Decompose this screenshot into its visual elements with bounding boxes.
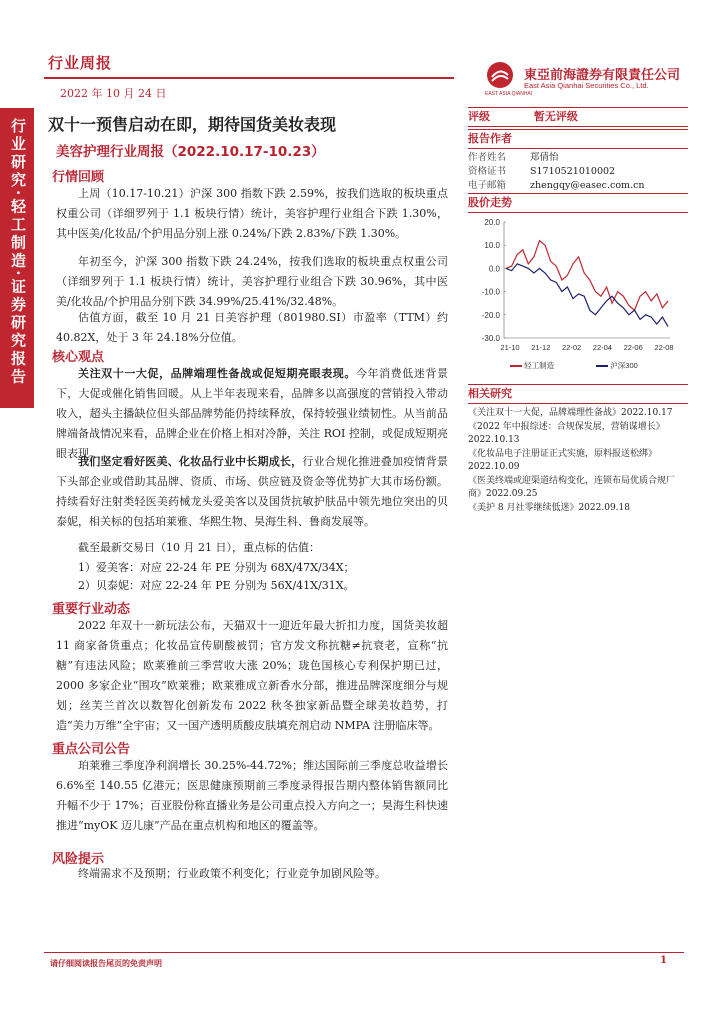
author-email-row [468,179,688,193]
company-name-en: East Asia Qianhai Securities Co., Ltd. [524,81,649,90]
paragraph-aimeike: 1）爱美客：对应 22-24 年 PE 分别为 68X/47X/34X； [78,561,355,574]
author-box [468,129,688,193]
series-line-hs300 [506,264,668,327]
chart-header: 股价走势 [468,193,688,213]
author-info [468,151,688,193]
author-name-key: 作者姓名 [468,152,507,163]
paragraph-double11-body: 今年消费低迷背景下，大促或催化销售回暖。从上半年表现来看，品牌多以高强度的营销投入带动收入，超头主播缺位但头部品牌势能仍持续释放，保持较强业绩韧性。从当前品牌端备战情况来看，品牌企业在价格上相对冷静，关注 ROI 控制，或促成短期亮眼表现。 [56,367,449,460]
y-tick-label: 20.0 [484,218,500,227]
author-email[interactable]: zhengqy@easec.com.cn [530,180,645,191]
paragraph-long-term-body: 行业合规化推进叠加疫情背景下头部企业或借助其品牌、资质、市场、供应链及资金等优势扩大其市场份额。持续看好注射类轻医美药械龙头爱美客以及国货抗敏护肤品中领先地位突出的贝泰妮，相关标的包括珀莱雅、华熙生物、昊海生科、鲁商发展等。 [56,455,448,528]
paragraph-company-news: 珀莱雅三季度净利润增长 30.25%-44.72%；维达国际前三季度总收益增长 6.6%至 140.55 亿港元；医思健康预期前三季度录得报告期内整体销售额同比升幅不少于 17%；百亚股份称直播业务是公司重点投入方向之一；昊海生科快速推进“myOK 迈儿康”产品在重点机构和地区的覆盖等。 [56,759,448,832]
related-header: 相关研究 [468,384,688,404]
x-tick-label: 22-08 [654,343,674,352]
legend-hs300: 沪深300 [610,361,638,370]
paragraph-ytd: 年初至今，沪深 300 指数下跌 24.24%，按我们选取的板块重点权重公司（详细罗列于 1.1 板块行情）统计，美容护理行业组合下跌 30.96%，其中医美/化妆品/个护用品分别下跌 34.99%/25.41%/32.48%。 [56,255,448,308]
paragraph-industry-news: 2022 年双十一新玩法公布，天猫双十一迎近年最大折扣力度，国货美妆超 11 商家备货重点；化妆品宣传刷酸被罚；官方发文称抗糖≠抗衰老，宣称“抗糖”有违法风险；欧莱雅前三季营收大涨 20%；珑色国核心专利保护期已过，2000 多家企业“围攻”欧莱雅；欧莱雅成立新香水分部，推进品牌深度细分与规划；丝芙兰首次以数智化创新发布 2022 秋冬独家新品暨全球美妆趋势，打造“美力万维”全宇宙；又一国产透明质酸皮肤填充剂启动 NMPA 注册临床等。 [56,619,448,732]
paragraph-double11 [56,364,448,464]
legend-swatch-hs300 [596,365,608,367]
y-tick-label: -20.0 [481,310,500,320]
category-sidebar [0,108,34,408]
section-industry-news: 重要行业动态 [52,602,131,617]
header-divider [44,77,454,79]
author-cert: S1710521010002 [530,166,616,177]
report-type: 行业周报 [48,54,113,72]
author-header: 报告作者 [468,129,688,149]
series-line-light-industry [506,241,668,311]
related-list [468,407,688,515]
related-item[interactable]: 《2022 年中报综述：合规保发展，营销谋增长》2022.10.13 [468,421,665,445]
x-tick-label: 22-04 [592,343,612,352]
paragraph-weekly: 上周（10.17-10.21）沪深 300 指数下跌 2.59%，按我们选取的板块重点权重公司（详细罗列于 1.1 板块行情）统计，美容护理行业组合下跌 1.30%，其中医美/化妆品/个护用品分别上涨 0.24%/下跌 2.83%/下跌 1.30%。 [56,187,448,240]
y-tick-label: -10.0 [481,287,500,297]
legend-light-industry: 轻工制造 [524,361,555,370]
paragraph-valuation: 估值方面，截至 10 月 21 日美容护理（801980.SI）市盈率（TTM）约 40.82X，处于 3 年 24.18%分位值。 [56,311,448,344]
y-tick-label: 10.0 [484,241,500,251]
related-item[interactable]: 《美护 8 月社零继续低迷》2022.09.18 [468,502,630,513]
paragraph-valuation-intro: 截至最新交易日（10 月 21 日），重点标的估值： [78,541,320,554]
author-email-key: 电子邮箱 [468,180,507,191]
report-subtitle: 美容护理行业周报（2022.10.17-10.23） [56,144,325,160]
related-item[interactable]: 《化妆品电子注册证正式实施，原料报送松绑》2022.10.09 [468,448,658,472]
sidebar-label: 行业研究·轻工制造·证券研究报告 [9,118,27,387]
rating-box [468,107,688,127]
author-name: 郑倩怡 [530,152,559,163]
y-tick-label: -30.0 [481,334,500,343]
report-date: 2022 年 10 月 24 日 [60,87,167,100]
paragraph-long-term [56,452,448,532]
rating-row [468,107,688,127]
legend-swatch-light-industry [510,365,522,367]
section-market-review: 行情回顾 [52,170,105,185]
section-core-view: 核心观点 [52,350,105,365]
chart-legend [510,360,638,371]
related-item[interactable]: 《关注双十一大促，品牌端理性备战》2022.10.17 [468,408,673,418]
paragraph-risk: 终端需求不及预期；行业政策不利变化；行业竞争加剧风险等。 [78,867,386,880]
page-number: 1 [660,955,667,966]
chart-box [468,193,688,213]
section-company-news: 重点公司公告 [52,742,131,757]
y-tick-label: 0.0 [488,264,500,274]
disclaimer-note: 请仔细阅读报告尾页的免责声明 [50,958,162,968]
logo-caption: EAST ASIA QIANHAI [485,91,533,97]
x-tick-label: 22-02 [562,343,582,352]
related-research-box [468,384,688,515]
rating-value: 暂无评级 [533,110,578,123]
author-cert-key: 资格证书 [468,166,507,177]
x-tick-label: 22-06 [623,343,643,352]
paragraph-betaini: 2）贝泰妮：对应 22-24 年 PE 分别为 56X/41X/31X。 [78,579,355,592]
company-logo-icon [487,62,513,88]
report-title: 双十一预售启动在即，期待国货美妆表现 [48,115,337,134]
price-trend-chart [470,214,684,374]
x-tick-label: 21-10 [500,343,520,352]
related-item[interactable]: 《医美终端或迎渠道结构变化，连锁布局优质合规厂商》2022.09.25 [468,475,676,499]
author-name-row [468,151,688,165]
section-risk: 风险提示 [52,852,105,867]
x-tick-label: 21-12 [531,343,551,352]
paragraph-double11-lead: 关注双十一大促，品牌端理性备战或促短期亮眼表现。 [78,367,356,380]
author-cert-row [468,165,688,179]
paragraph-long-term-lead: 我们坚定看好医美、化妆品行业中长期成长， [78,455,303,468]
rating-label: 评级 [468,110,490,123]
company-name-cn: 東亞前海證券有限責任公司 [524,68,681,83]
footer-divider [44,952,684,953]
